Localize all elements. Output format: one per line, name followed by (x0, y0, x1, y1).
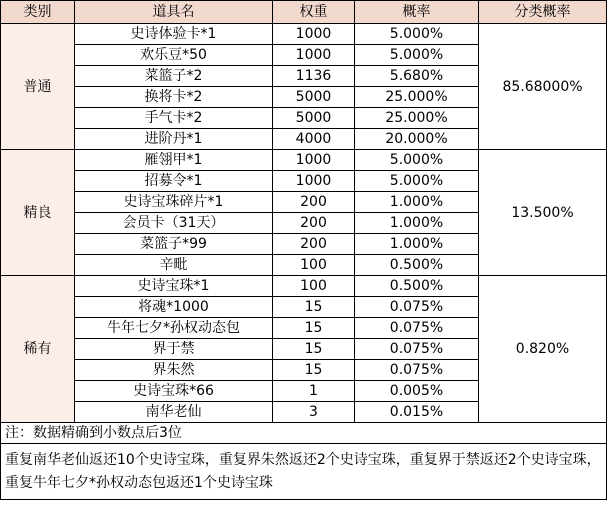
item-name-cell: 菜篮子*99 (75, 234, 273, 255)
probability-cell: 5.680% (355, 66, 479, 87)
probability-cell: 0.015% (355, 402, 479, 423)
probability-cell: 0.075% (355, 339, 479, 360)
weight-cell: 200 (273, 213, 355, 234)
weight-cell: 15 (273, 339, 355, 360)
weight-cell: 200 (273, 234, 355, 255)
item-name-cell: 界朱然 (75, 360, 273, 381)
header-weight: 权重 (273, 1, 355, 24)
table-row (1, 150, 607, 171)
probability-cell: 1.000% (355, 192, 479, 213)
category-probability-cell: 85.68000% (479, 24, 607, 150)
probability-cell: 1.000% (355, 213, 479, 234)
probability-cell: 0.075% (355, 318, 479, 339)
item-name-cell: 史诗宝珠碎片*1 (75, 192, 273, 213)
header-item: 道具名 (75, 1, 273, 24)
weight-cell: 200 (273, 192, 355, 213)
remark-row (1, 444, 607, 500)
probability-cell: 20.000% (355, 129, 479, 150)
weight-cell: 4000 (273, 129, 355, 150)
category-cell: 普通 (1, 24, 75, 150)
weight-cell: 1 (273, 381, 355, 402)
item-name-cell: 辛毗 (75, 255, 273, 276)
item-name-cell: 史诗宝珠*1 (75, 276, 273, 297)
probability-cell: 5.000% (355, 24, 479, 45)
item-name-cell: 史诗宝珠*66 (75, 381, 273, 402)
item-name-cell: 将魂*1000 (75, 297, 273, 318)
probability-cell: 5.000% (355, 45, 479, 66)
weight-cell: 5000 (273, 108, 355, 129)
probability-cell: 0.500% (355, 276, 479, 297)
probability-cell: 5.000% (355, 150, 479, 171)
item-name-cell: 手气卡*2 (75, 108, 273, 129)
probability-cell: 0.075% (355, 360, 479, 381)
probability-cell: 0.005% (355, 381, 479, 402)
probability-cell: 5.000% (355, 171, 479, 192)
probability-cell: 1.000% (355, 234, 479, 255)
probability-cell: 0.075% (355, 297, 479, 318)
weight-cell: 15 (273, 297, 355, 318)
item-name-cell: 史诗体验卡*1 (75, 24, 273, 45)
note-row (1, 423, 607, 444)
header-category: 类别 (1, 1, 75, 24)
header-probability: 概率 (355, 1, 479, 24)
weight-cell: 5000 (273, 87, 355, 108)
table-row (1, 24, 607, 45)
item-name-cell: 菜篮子*2 (75, 66, 273, 87)
category-probability-cell: 13.500% (479, 150, 607, 276)
item-name-cell: 雁翎甲*1 (75, 150, 273, 171)
remark-text: 重复南华老仙返还10个史诗宝珠，重复界朱然返还2个史诗宝珠，重复界于禁返还2个史诗宝珠，重复牛年七夕*孙权动态包返还1个史诗宝珠 (1, 444, 607, 500)
item-name-cell: 界于禁 (75, 339, 273, 360)
item-name-cell: 欢乐豆*50 (75, 45, 273, 66)
probability-cell: 25.000% (355, 87, 479, 108)
probability-cell: 0.500% (355, 255, 479, 276)
category-cell: 精良 (1, 150, 75, 276)
weight-cell: 1000 (273, 24, 355, 45)
weight-cell: 3 (273, 402, 355, 423)
item-name-cell: 会员卡（31天） (75, 213, 273, 234)
header-category-probability: 分类概率 (479, 1, 607, 24)
weight-cell: 100 (273, 255, 355, 276)
weight-cell: 15 (273, 318, 355, 339)
weight-cell: 1000 (273, 45, 355, 66)
note-text: 注：数据精确到小数点后3位 (1, 423, 607, 444)
weight-cell: 1136 (273, 66, 355, 87)
item-name-cell: 南华老仙 (75, 402, 273, 423)
item-name-cell: 进阶丹*1 (75, 129, 273, 150)
probability-cell: 25.000% (355, 108, 479, 129)
weight-cell: 15 (273, 360, 355, 381)
header-row (1, 1, 607, 24)
table-body (1, 24, 607, 423)
item-name-cell: 招募令*1 (75, 171, 273, 192)
item-name-cell: 牛年七夕*孙权动态包 (75, 318, 273, 339)
table-row (1, 276, 607, 297)
category-probability-cell: 0.820% (479, 276, 607, 423)
weight-cell: 1000 (273, 150, 355, 171)
category-cell: 稀有 (1, 276, 75, 423)
weight-cell: 1000 (273, 171, 355, 192)
item-name-cell: 换将卡*2 (75, 87, 273, 108)
weight-cell: 100 (273, 276, 355, 297)
